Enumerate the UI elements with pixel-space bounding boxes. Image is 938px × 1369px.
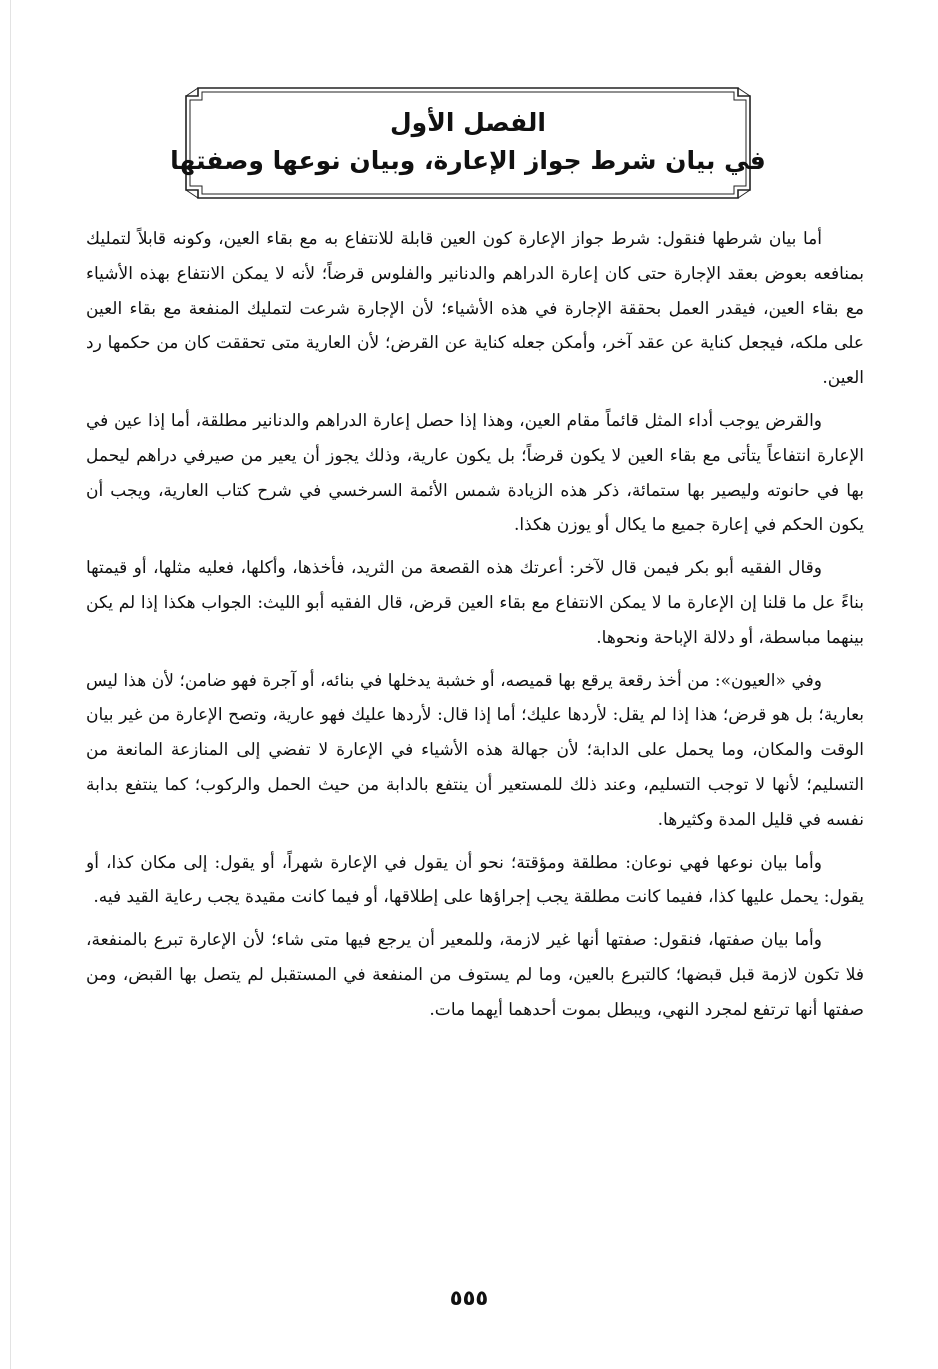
chapter-subtitle: في بيان شرط جواز الإعارة، وبيان نوعها وصفتها xyxy=(170,146,766,175)
paragraph-6: وأما بيان صفتها، فنقول: صفتها أنها غير لازمة، وللمعير أن يرجع فيها متى شاء؛ لأن الإعارة تبرع بالمنفعة، فلا تكون لازمة قبل قبضها؛ كالتبرع بالعين، وما لم يستوف من المنفعة في المستقبل لم يتصل بها القبض، ومن صفتها أنها ترتفع لمجرد النهي، ويبطل بموت أحدهما أيهما مات. xyxy=(86,930,864,1020)
page-number: ٥٥٥ xyxy=(449,1286,489,1310)
paragraph-3: وقال الفقيه أبو بكر فيمن قال لآخر: أعرتك هذه القصعة من الثريد، فأخذها، وأكلها، فعليه مثلها، أو قيمتها بناءً عل ما قلنا إن الإعارة ما لا يمكن الانتفاع مع بقاء العين قرض، قال الفقيه أبو الليث: الجواب هكذا إذا لم يكن بينهما مباسطة، أو دلالة الإباحة ونحوها. xyxy=(86,558,864,648)
body-text xyxy=(86,222,864,1036)
paragraph-1: أما بيان شرطها فنقول: شرط جواز الإعارة كون العين قابلة للانتفاع به مع بقاء العين، وكونه قابلاً لتمليك بمنافعه بعوض بعقد الإجارة حتى كان إعارة الدراهم والدنانير والفلوس قرضاً؛ لأنه لا يمكن الانتفاع بهذه الأشياء مع بقاء العين، فيقدر العمل بحققة الإجارة في هذه الأشياء؛ لأن الإجارة شرعت لتمليك المنفعة مع بقاء العين على ملكه، فيجعل كناية عن عقد آخر، وأمكن جعله كناية عن القرض؛ لأن العارية متى تحققت كان من حكمها رد العين. xyxy=(86,229,864,389)
paragraph-2: والقرض يوجب أداء المثل قائماً مقام العين، وهذا إذا حصل إعارة الدراهم والدنانير مطلقة، أما إذا عين في الإعارة انتفاعاً يتأتى مع بقاء العين لا يكون قرضاً؛ بل يكون عارية، وذلك يجوز أن يعير من صيرفي دراهم ليحمل بها في حانوته وليصير بها ستمائة، ذكر هذه الزيادة شمس الأئمة السرخسي في شرح كتاب العارية، ويجب أن يكون الحكم في إعارة جميع ما يكال أو يوزن هكذا. xyxy=(86,410,864,536)
paragraph-4: وفي «العيون»: من أخذ رقعة يرقع بها قميصه، أو خشبة يدخلها في بنائه، أو آجرة فهو ضامن؛ لأن هذا ليس بعارية؛ بل هو قرض؛ هذا إذا لم يقل: لأردها عليك؛ أما إذا قال: لأردها عليك فهو عارية، وتصح الإعارة من غير بيان الوقت والمكان، وما يحمل على الدابة؛ لأن جهالة هذه الأشياء في الإعارة لا تفضي إلى المنازعة المانعة من التسليم؛ لأنها لا توجب التسليم، وعند ذلك للمستعير أن ينتفع بالدابة من حيث الحمل والركوب؛ كما ينتفع بدابة نفسه في قليل المدة وكثيرها. xyxy=(86,670,864,830)
chapter-title: الفصل الأول xyxy=(389,108,547,137)
chapter-title-frame xyxy=(170,86,766,200)
page-edge-line xyxy=(10,0,11,1369)
paragraph-5: وأما بيان نوعها فهي نوعان: مطلقة ومؤقتة؛ نحو أن يقول في الإعارة شهراً، أو يقول: إلى مكان كذا، أو يقول: يحمل عليها كذا، ففيما كانت مطلقة يجب إجراؤها على إطلاقها، أو فيما كانت مقيدة يجب رعاية القيد فيه. xyxy=(86,852,864,908)
